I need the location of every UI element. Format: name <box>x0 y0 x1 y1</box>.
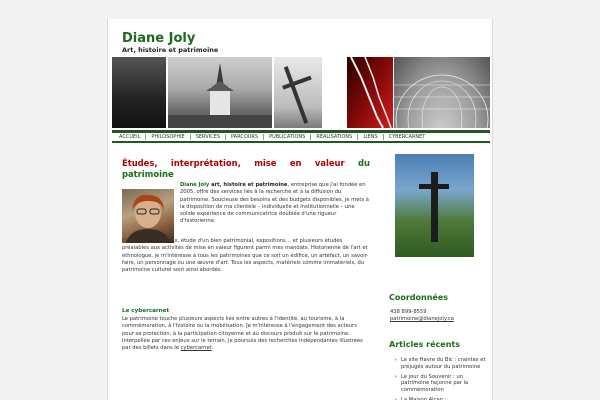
recent-article-title[interactable]: Le site Havre du Bic : craintes et préjugés autour du patrimoine <box>401 357 486 370</box>
coordinates-heading: Coordonnées <box>389 293 449 302</box>
nav-item-services[interactable]: SERVICES <box>191 134 226 140</box>
header-banner <box>112 57 490 128</box>
intro-text: , entreprise que j'ai fondée en 2005, offre des services liés à la recherche et à la diffusion du patrimoine. Soucieuse des besoins et des budgets disponibles, je mets à la disposition de ma clientèle – individuelle et institutionnelle – une solide expérience de communicatrice doublée d'une rigueur d'historienne. <box>180 182 369 225</box>
cybercarnet-heading: Le cybercarnet <box>122 308 170 314</box>
recent-article-title[interactable]: La Maison Alcan : <box>401 396 447 400</box>
body-paragraph: Circuits patrimoniaux, étude d'un bien patrimonial, expositions… et plusieurs études préalables aux activités de mise en valeur figurent parmi mes mandats. Historienne de l'art et ethnologue, je m'intéresse à tous les patrimoines que ce soit un édifice, un artéfact, un savoir-faire, un personnage ou une œuvre d'art. Tous les aspects, matériels comme immatériels, du patrimoine culturel sont ainsi abordés. <box>122 238 369 274</box>
nav-item-cybercarnet[interactable]: CYBERCARNET <box>388 134 426 140</box>
cybercarnet-text: Le patrimoine touche plusieurs aspects liés entre autres à l'identité, au tourisme, à la commémoration, à l'histoire ou la mobilisation. Je m'intéresse à l'engagement des acteurs pour sa protection, à la participation citoyenne et au discours produit sur le patrimoine. Interpellée par ces enjeux sur le terrain, je poursuis des recherches indépendantes illustrées par des billets dans le <box>122 316 363 352</box>
main-navigation <box>112 130 490 143</box>
cybercarnet-link[interactable]: cybercarnet <box>180 345 212 352</box>
recent-articles-list <box>394 357 489 400</box>
nav-item-realisations[interactable]: RÉALISATIONS <box>311 134 358 140</box>
page-container <box>107 19 493 400</box>
recent-article-item[interactable] <box>394 374 489 394</box>
intro-name: Diane Joly <box>180 182 210 188</box>
site-tagline: Art, histoire et patrimoine <box>122 46 219 54</box>
sculpture-shape <box>431 172 438 242</box>
email-link[interactable]: patrimoine@dianejoly.ca <box>390 316 454 322</box>
cybercarnet-paragraph <box>122 316 370 352</box>
banner-photo-cross <box>274 57 322 128</box>
phone-number: 438 899-8559 <box>390 309 427 315</box>
nav-item-publications[interactable]: PUBLICATIONS <box>264 134 311 140</box>
sidebar-sculpture-photo <box>395 154 474 257</box>
nav-item-parcours[interactable]: PARCOURS <box>226 134 264 140</box>
cybercarnet-end: . <box>211 345 214 352</box>
heading-word-du: du <box>358 158 370 168</box>
arrow-bullet-icon: » <box>394 357 398 363</box>
intro-name-suffix: art, histoire et patrimoine <box>209 182 288 188</box>
recent-article-item[interactable] <box>394 357 489 371</box>
nav-item-philosophie[interactable]: PHILOSOPHIE <box>146 134 190 140</box>
recent-articles-heading: Articles récents <box>389 340 460 349</box>
heading-word-mise-en-valeur: mise en valeur <box>254 158 345 168</box>
nav-item-liens[interactable]: LIENS <box>358 134 383 140</box>
banner-photo-church <box>168 57 272 128</box>
arrow-bullet-icon: » <box>394 373 398 380</box>
main-heading <box>122 158 370 180</box>
recent-article-title[interactable]: Le jour du Souvenir : un patrimoine façonné par la commémoration <box>401 373 469 394</box>
banner-photo-window <box>112 57 166 128</box>
nav-item-accueil[interactable]: ACCUEIL <box>114 134 146 140</box>
arrow-bullet-icon: » <box>394 396 398 400</box>
sculpture-arm-shape <box>419 184 449 189</box>
portrait-photo <box>122 189 174 243</box>
intro-paragraph <box>180 182 370 226</box>
site-title[interactable]: Diane Joly <box>122 31 196 46</box>
banner-photo-biosphere <box>394 57 490 128</box>
heading-word-patrimoine: patrimoine <box>122 169 174 179</box>
heading-word-interpretation: interprétation, <box>170 158 241 168</box>
heading-word-etudes: Études, <box>122 158 158 168</box>
banner-photo-stairs <box>347 57 393 128</box>
